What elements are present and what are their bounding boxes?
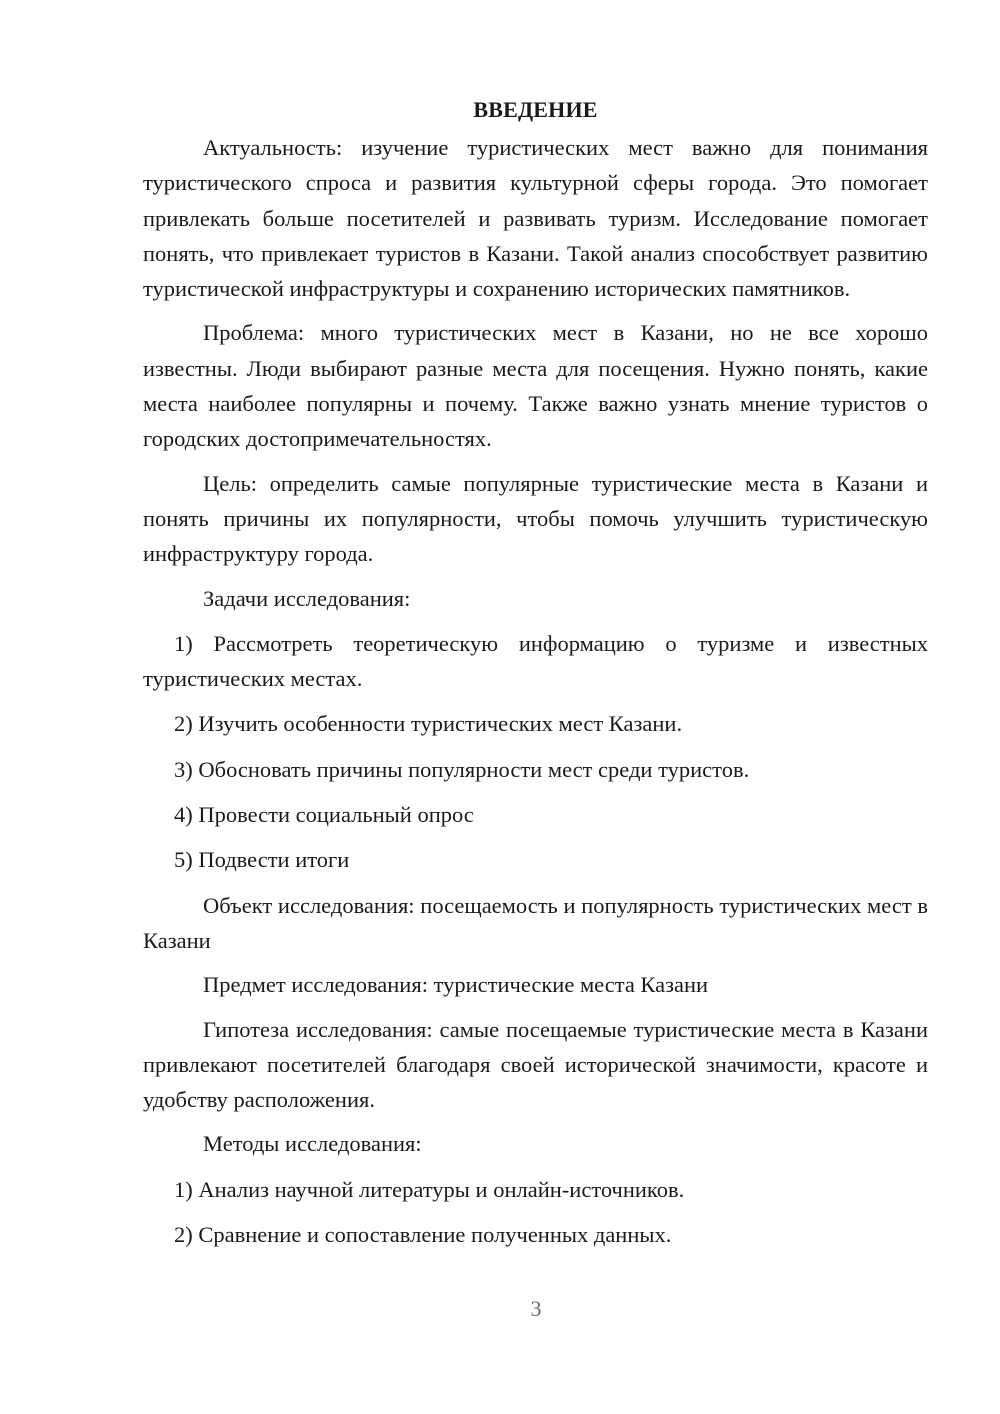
task-item-4: 4) Провести социальный опрос [174,802,474,828]
subject-paragraph: Предмет исследования: туристические места Казани [203,972,709,998]
goal-paragraph: Цель: определить самые популярные туристические места в Казани и понять причины их популярности, чтобы помочь улучшить туристическую инфраструктуру города. [143,470,928,567]
tasks-label: Задачи исследования: [203,585,411,611]
task-item-5: 5) Подвести итоги [174,847,350,873]
task-item-3: 3) Обосновать причины популярности мест среди туристов. [174,756,750,782]
methods-label: Методы исследования: [203,1131,422,1157]
document-page [143,92,928,1262]
page-title: ВВЕДЕНИЕ [473,97,598,122]
method-item-1: 1) Анализ научной литературы и онлайн-источников. [174,1176,685,1202]
page-number: 3 [530,1296,542,1321]
method-item-2: 2) Сравнение и сопоставление полученных данных. [174,1222,672,1248]
hypothesis-paragraph: Гипотеза исследования: самые посещаемые туристические места в Казани привлекают посетителей благодаря своей исторической значимости, красоте и удобству расположения. [143,1016,928,1113]
relevance-paragraph: Актуальность: изучение туристических мест важно для понимания туристического спроса и развития культурной сферы города. Это помогает привлекать больше посетителей и развивать туризм. Исследование помогает понять, что привлекает туристов в Казани. Такой анализ способствует развитию туристической инфраструктуры и сохранению исторических памятников. [143,135,928,302]
task-item-1: 1) Рассмотреть теоретическую информацию о туризме и известных туристических местах. [143,630,928,692]
problem-paragraph: Проблема: много туристических мест в Казани, но не все хорошо известны. Люди выбирают разные места для посещения. Нужно понять, какие места наиболее популярны и почему. Также важно узнать мнение туристов о городских достопримечательностях. [143,320,928,452]
object-paragraph: Объект исследования: посещаемость и популярность туристических мест в Казани [143,892,928,953]
task-item-2: 2) Изучить особенности туристических мест Казани. [174,711,683,737]
